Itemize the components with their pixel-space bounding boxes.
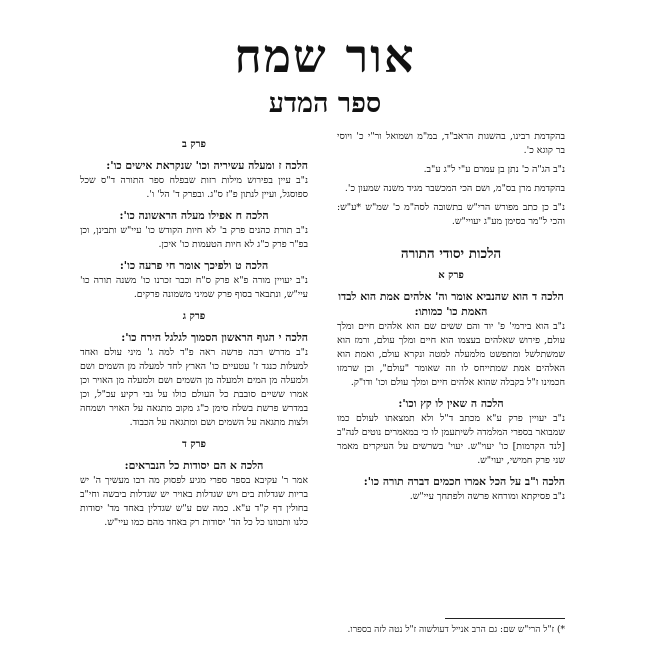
halacha-heading: הלכה ו"ב על הכל אמרו חכמים דברה תורה כו': <box>363 475 565 488</box>
halacha-heading: הלכה י הגוף הראשון הסמוך לגלגל הירח כו': <box>121 331 308 344</box>
halacha-note: נ"ב תורת כהנים פרק ב' לא חיות הקודש כו' עיי"ש ותבינן, וכן בפ"ר פרק כ"ג לא חיות הטעמות כו' איכן. <box>80 225 308 250</box>
intro-paragraph: בהקדמת מרן בס"מ, ושם הכי המכשבר מגיד משנה שמעון כ'. <box>344 183 565 194</box>
chapter-heading: פרק א <box>438 270 464 281</box>
intro-paragraph: נ"ב הג"ה כ' נתן בן עמרם ע"י ל"ג ע"ב. <box>423 164 565 175</box>
halacha-heading: הלכה ז ומעלה עשיריה וכו' שנקראת אישים כו': <box>106 159 308 172</box>
halacha-note: נ"ב עיין בפירוש מילות רזות שבפלח ספר התורה ד"ס שכל ספוסגל, ועיין לנתון פ"ז ס"ג. ובפרק ד' הל' ו'. <box>80 175 308 200</box>
halacha-heading: הלכה ה שאין לו קץ וכו': <box>398 397 504 410</box>
footnote-divider <box>445 618 565 619</box>
chapter-heading: פרק ג <box>182 311 206 322</box>
intro-paragraph: נ"ב כן כתב מפורש הרי"ש בתשובה לסה"מ כ' שמ"ש *ע"ש: והכי ל"מר בסימן מע"ג יעויי"ש. <box>337 202 565 227</box>
book-title: אור שמח <box>234 29 416 83</box>
left-column <box>80 130 308 620</box>
book-subtitle: ספר המדע <box>268 88 382 119</box>
halacha-note: נ"ב יעויין מורה פ"א פרק ס"ח וכבר זכרנו כו' משנה תורה כו' עיי"ש, ונתבאר בסוף פרק שמיני משמונה פרקים. <box>80 275 308 300</box>
halacha-note: נ"ב מדרש רבה פרשה ראה פ"ד למה ג' מיני עולם ואחד למעלות כנגד ז' עטעיים כו' הארץ לחד למעלה מן השמים ושם ולמעלה מן המים ולמעלה מן השמים ושם ולמעלה מן האויר וכן אמרו ששיים סובבת כל העולם כולו על גבי רקיע עכ"ל, וכן במדרש פרשת בשלח סימן כ"ג מקוב מתגאה על האויר ושמחה ולצות מתגאה על השמים ושם ומתגאה על הכבוד. <box>80 347 308 428</box>
footnote: *) ז"ל הרי"ש שם: גם הרב אנייל דעולשוה ז"ל נטה לזה בספרו. <box>347 625 565 635</box>
halacha-note: נ"ב פסיקתא ומורחא פרשה ולפתחך עיי"ש. <box>409 491 565 502</box>
halacha-heading: הלכה ד הוא שהנביא אומר וה' אלהים אמת הוא לבדו האמת כו' כמותו: <box>338 290 564 318</box>
halacha-note: נ"ב יעויין פרק ע"א מכתב ד"ל ולא תמצאתו לעולם כמו שמבואר בספרי המלמדה לשיתעמן לו כי במאמרים נוטים לנה"ב [לנד הקדמות] כו' יעוי"ש. יעוי' בשרשים על העיקרים מאמר שני פרק חמישי, יעוי"ש. <box>337 413 565 466</box>
halacha-heading: הלכה א הם יסודות כל הנבראים: <box>124 459 264 472</box>
halacha-note: אמר ר' עקיבא בספר ספרי מגיע לפסוק מה רבו מעשיך ה' יש בריות שגדלות בים ויש שגדלות באויר יש שגדלות ביבשה וחי"ב בחולין דף ק"ד ע"א. כמה שם ע"ש שגדלין באחד מד' יסודות כלנו ותכוונו כל כל הד' יסודות רק באחד מהם כמו עיי"ש. <box>80 475 308 528</box>
section-title: הלכות יסודי התורה <box>400 246 502 262</box>
chapter-heading: פרק ד <box>182 439 206 450</box>
halacha-heading: הלכה ח אפילו מעלה הראשונה כו': <box>119 209 269 222</box>
chapter-heading: פרק ב <box>181 139 206 150</box>
halacha-heading: הלכה ט ולפיכך אומר חי פרעה כו': <box>119 259 269 272</box>
halacha-note: נ"ב הוא בירמי' פ' יוד והם ששים שם הוא אלהים חיים ומלך עולם, פירוש שאלהים בעצמו הוא חיים ומלך עולם, ורמז הוא שמשתלשל ומתפשט מלמעלה למטה ונקרא עולם, ואמת הוא האלהים אמת שמתייחס לו וזה שאומר "עולם", וכן שרמזו חכמינו ז"ל בקבלה שהוא אלהים חיים ומלך עולם וכו' ודו"ק. <box>337 321 565 388</box>
right-column <box>337 130 565 620</box>
intro-paragraph: בהקדמת רבינו, בהשגות הראב"ד, במ"מ ושמואל ור"י כ' ויוסי בר קוגא כ'. <box>337 131 565 156</box>
